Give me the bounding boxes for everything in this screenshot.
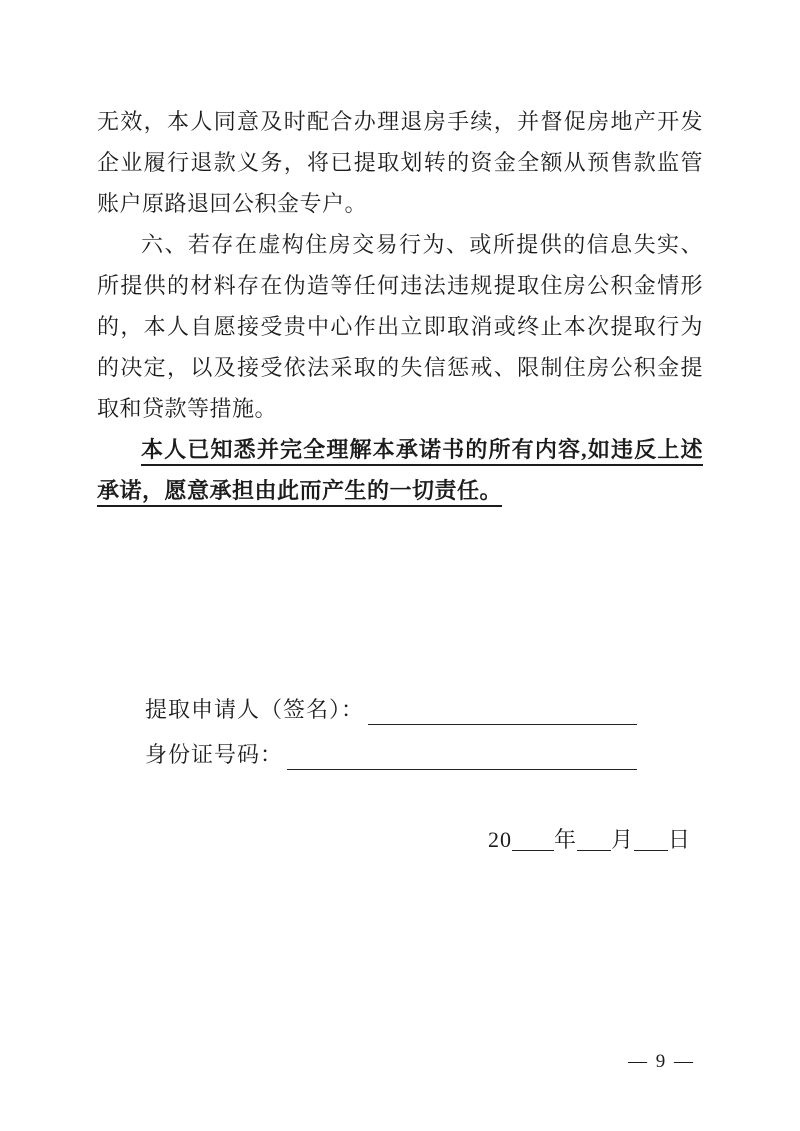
document-body (97, 0, 703, 862)
paragraph-refund-continuation: 无效，本人同意及时配合办理退房手续，并督促房地产开发企业履行退款义务，将已提取划转的资金全额从预售款监管账户原路退回公积金专户。 (97, 109, 703, 216)
applicant-signature-row (145, 687, 637, 732)
signature-block (145, 687, 637, 777)
day-label: 日 (667, 827, 691, 852)
id-number-row (145, 732, 637, 777)
applicant-signature-blank (368, 687, 637, 725)
commitment-underlined-text: 本人已知悉并完全理解本承诺书的所有内容,如违反上述承诺，愿意承担由此而产生的一切责任。 (97, 437, 703, 503)
month-blank (577, 850, 611, 851)
id-number-blank (287, 732, 637, 770)
date-line (97, 817, 703, 862)
paragraph-commitment-statement (97, 429, 703, 511)
paragraph-clause-six: 六、若存在虚构住房交易行为、或所提供的信息失实、所提供的材料存在伪造等任何违法违规提取住房公积金情形的，本人自愿接受贵中心作出立即取消或终止本次提取行为的决定，以及接受依法采取的失信惩戒、限制住房公积金提取和贷款等措施。 (97, 232, 703, 421)
day-blank (634, 850, 668, 851)
year-blank (512, 850, 554, 851)
year-label: 年 (553, 827, 577, 852)
date-prefix: 20 (487, 827, 512, 852)
month-label: 月 (610, 827, 634, 852)
id-number-label: 身份证号码： (145, 742, 284, 767)
page-number: — 9 — (628, 1051, 695, 1072)
applicant-signature-label: 提取申请人（签名）： (145, 697, 365, 722)
